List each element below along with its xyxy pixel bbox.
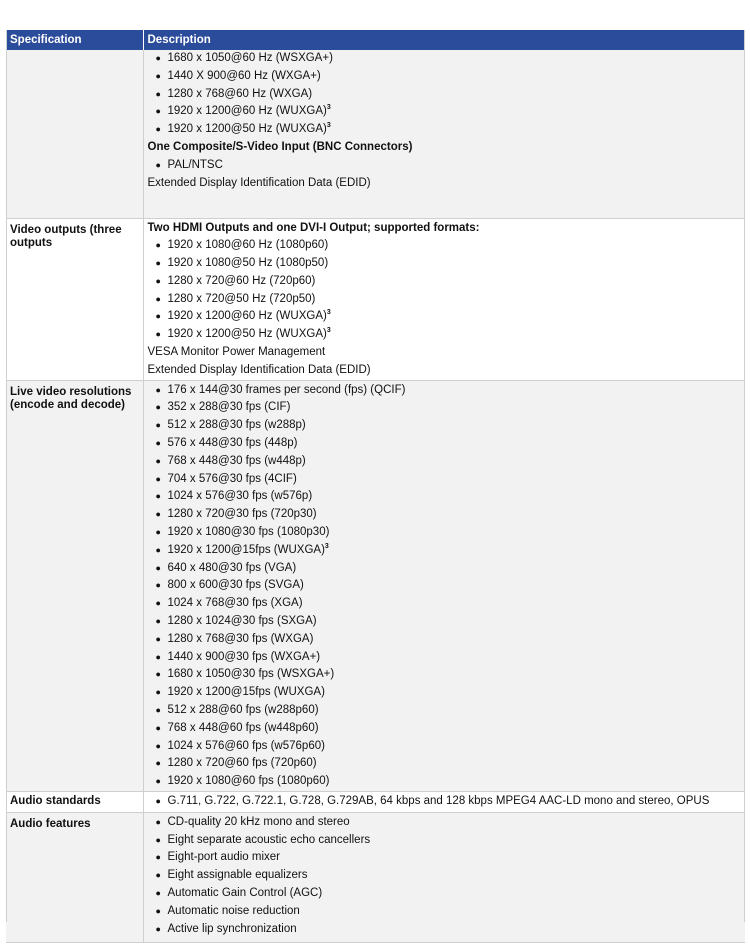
subheading: One Composite/S-Video Input (BNC Connectors)	[147, 140, 413, 153]
bullet-icon: ●	[155, 776, 161, 787]
list-item: ● 352 x 288@30 fps (CIF)	[148, 399, 742, 417]
list-item: ● 576 x 448@30 fps (448p)	[148, 435, 742, 453]
list-item: ● 176 x 144@30 frames per second (fps) (QCIF)	[148, 382, 742, 400]
description-cell	[143, 50, 745, 218]
bullet-icon: ●	[155, 562, 161, 573]
bullet-icon: ●	[155, 240, 161, 251]
list-item: ● 1280 x 768@30 fps (WXGA)	[148, 631, 742, 649]
description-cell	[143, 812, 745, 943]
bullet-icon: ●	[155, 740, 161, 751]
table-row-audio-standards	[6, 792, 745, 813]
list-item: ● 800 x 600@30 fps (SVGA)	[148, 577, 742, 595]
bullet-icon: ●	[155, 53, 161, 63]
specifications-table	[6, 30, 746, 943]
spec-cell: Live video resolutions (encode and decode)	[6, 380, 143, 791]
list-item: ● 768 x 448@30 fps (w448p)	[148, 453, 742, 471]
bullet-icon: ●	[155, 509, 161, 520]
list-item: ● Eight separate acoustic echo cancellers	[148, 832, 742, 850]
bullet-icon: ●	[155, 905, 161, 916]
plain-line: Extended Display Identification Data (EDID)	[147, 363, 371, 376]
bullet-icon: ●	[155, 329, 161, 340]
list-item: ● Eight assignable equalizers	[148, 867, 742, 885]
list-item: ● CD-quality 20 kHz mono and stereo	[148, 814, 742, 832]
bullet-icon: ●	[155, 722, 161, 733]
bullet-icon: ●	[155, 796, 161, 806]
list-item: ● 1920 x 1200@50 Hz (WUXGA)$^3$	[148, 121, 742, 139]
list-item: ● 1920 x 1200@60 Hz (WUXGA)$^3$	[148, 103, 742, 121]
bullet-icon: ●	[155, 705, 161, 716]
bullet-icon: ●	[155, 311, 161, 322]
plain-line: VESA Monitor Power Management	[147, 346, 326, 359]
bullet-icon: ●	[155, 651, 161, 662]
list-item: ● 1680 x 1050@30 fps (WSXGA+)	[148, 666, 742, 684]
list-item: ● 1280 x 720@60 fps (720p60)	[148, 755, 742, 773]
bullet-icon: ●	[155, 527, 161, 538]
list-item: ● 1920 x 1080@50 Hz (1080p50)	[148, 255, 742, 273]
bullet-icon: ●	[155, 887, 161, 898]
spec-cell: Audio features	[6, 812, 143, 943]
bullet-icon: ●	[155, 669, 161, 680]
list-item: ● 512 x 288@30 fps (w288p)	[148, 417, 742, 435]
bullet-icon: ●	[155, 616, 161, 627]
bullet-icon: ●	[155, 633, 161, 644]
bullet-icon: ●	[155, 923, 161, 934]
list-item: ● PAL/NTSC	[148, 157, 742, 175]
bullet-icon: ●	[155, 816, 161, 827]
spec-cell	[6, 50, 143, 218]
footnote-marker: 3	[326, 327, 331, 335]
list-item: ● Eight-port audio mixer	[148, 849, 742, 867]
bullet-icon: ●	[155, 580, 161, 591]
spec-cell: Video outputs (three outputs	[6, 218, 143, 380]
list-item: ● 1280 x 1024@30 fps (SXGA)	[148, 613, 742, 631]
plain-line: Extended Display Identification Data (EDID)	[147, 176, 371, 189]
bullet-icon: ●	[155, 687, 161, 698]
list-item: ● Automatic Gain Control (AGC)	[148, 885, 742, 903]
list-item: ● 1440 X 900@60 Hz (WXGA+)	[148, 68, 742, 86]
bullet-icon: ●	[155, 88, 161, 99]
bullet-icon: ●	[155, 852, 161, 863]
table-row-audio-features	[6, 812, 745, 943]
bullet-icon: ●	[155, 70, 161, 81]
table-header-row	[6, 30, 745, 50]
list-item: ● 1280 x 720@50 Hz (720p50)	[148, 291, 742, 309]
list-item: ● 1024 x 768@30 fps (XGA)	[148, 595, 742, 613]
footnote-marker: 3	[326, 309, 331, 317]
header-description: Description	[143, 30, 745, 50]
spec-cell: Audio standards	[6, 792, 143, 813]
bullet-icon: ●	[155, 106, 161, 117]
description-cell	[143, 792, 745, 813]
bullet-icon: ●	[155, 293, 161, 304]
subheading: Two HDMI Outputs and one DVI-I Output; supported formats:	[147, 221, 480, 234]
bullet-icon: ●	[155, 275, 161, 286]
list-item: ● 512 x 288@60 fps (w288p60)	[148, 702, 742, 720]
bullet-icon: ●	[155, 758, 161, 769]
bullet-icon: ●	[155, 834, 161, 845]
description-cell	[143, 218, 745, 380]
list-item: ● 1024 x 576@30 fps (w576p)	[148, 488, 742, 506]
table-row-video-outputs	[6, 218, 745, 380]
list-item: ● 768 x 448@60 fps (w448p60)	[148, 720, 742, 738]
list-item: ● 1920 x 1200@15fps (WUXGA)	[148, 684, 742, 702]
list-item: ● 1920 x 1080@60 Hz (1080p60)	[148, 237, 742, 255]
list-item: ● 1440 x 900@30 fps (WXGA+)	[148, 649, 742, 667]
footnote-marker: 3	[326, 122, 331, 130]
bullet-icon: ●	[155, 473, 161, 484]
bullet-icon: ●	[155, 159, 161, 170]
bullet-icon: ●	[155, 870, 161, 881]
list-item: ● 1024 x 576@60 fps (w576p60)	[148, 738, 742, 756]
bullet-icon: ●	[155, 420, 161, 431]
header-specification: Specification	[6, 30, 143, 50]
bullet-icon: ●	[155, 402, 161, 413]
list-item: ● 704 x 576@30 fps (4CIF)	[148, 471, 742, 489]
footnote-marker: 3	[324, 543, 329, 551]
bullet-icon: ●	[155, 491, 161, 502]
list-item: ● 1280 x 720@60 Hz (720p60)	[148, 273, 742, 291]
list-item: ● Active lip synchronization	[148, 921, 742, 939]
table-row-live-video-resolutions	[6, 380, 745, 791]
list-item: ● 1920 x 1080@60 fps (1080p60)	[148, 773, 742, 791]
table-row-video-inputs-continued	[6, 50, 745, 218]
footnote-marker: 3	[326, 104, 331, 112]
bullet-icon: ●	[155, 598, 161, 609]
list-item: ● 1920 x 1200@15fps (WUXGA)$^3$	[148, 542, 742, 560]
bullet-icon: ●	[155, 438, 161, 449]
list-item: ● 1920 x 1200@50 Hz (WUXGA)$^3$	[148, 326, 742, 344]
bullet-icon: ●	[155, 384, 161, 395]
list-item: ● 1280 x 768@60 Hz (WXGA)	[148, 86, 742, 104]
bullet-icon: ●	[155, 544, 161, 555]
bullet-icon: ●	[155, 124, 161, 135]
list-item: ● 1280 x 720@30 fps (720p30)	[148, 506, 742, 524]
list-item: ● 1920 x 1080@30 fps (1080p30)	[148, 524, 742, 542]
bullet-icon: ●	[155, 455, 161, 466]
bullet-icon: ●	[155, 258, 161, 269]
list-item: ● Automatic noise reduction	[148, 903, 742, 921]
list-item: ● 1680 x 1050@60 Hz (WSXGA+)	[148, 50, 742, 68]
description-cell	[143, 380, 745, 791]
list-item: ● 1920 x 1200@60 Hz (WUXGA)$^3$	[148, 308, 742, 326]
list-item: ● 640 x 480@30 fps (VGA)	[148, 560, 742, 578]
list-item: ● G.711, G.722, G.722.1, G.728, G.729AB, 64 kbps and 128 kbps MPEG4 AAC-LD mono and stereo, OPUS	[148, 793, 742, 811]
